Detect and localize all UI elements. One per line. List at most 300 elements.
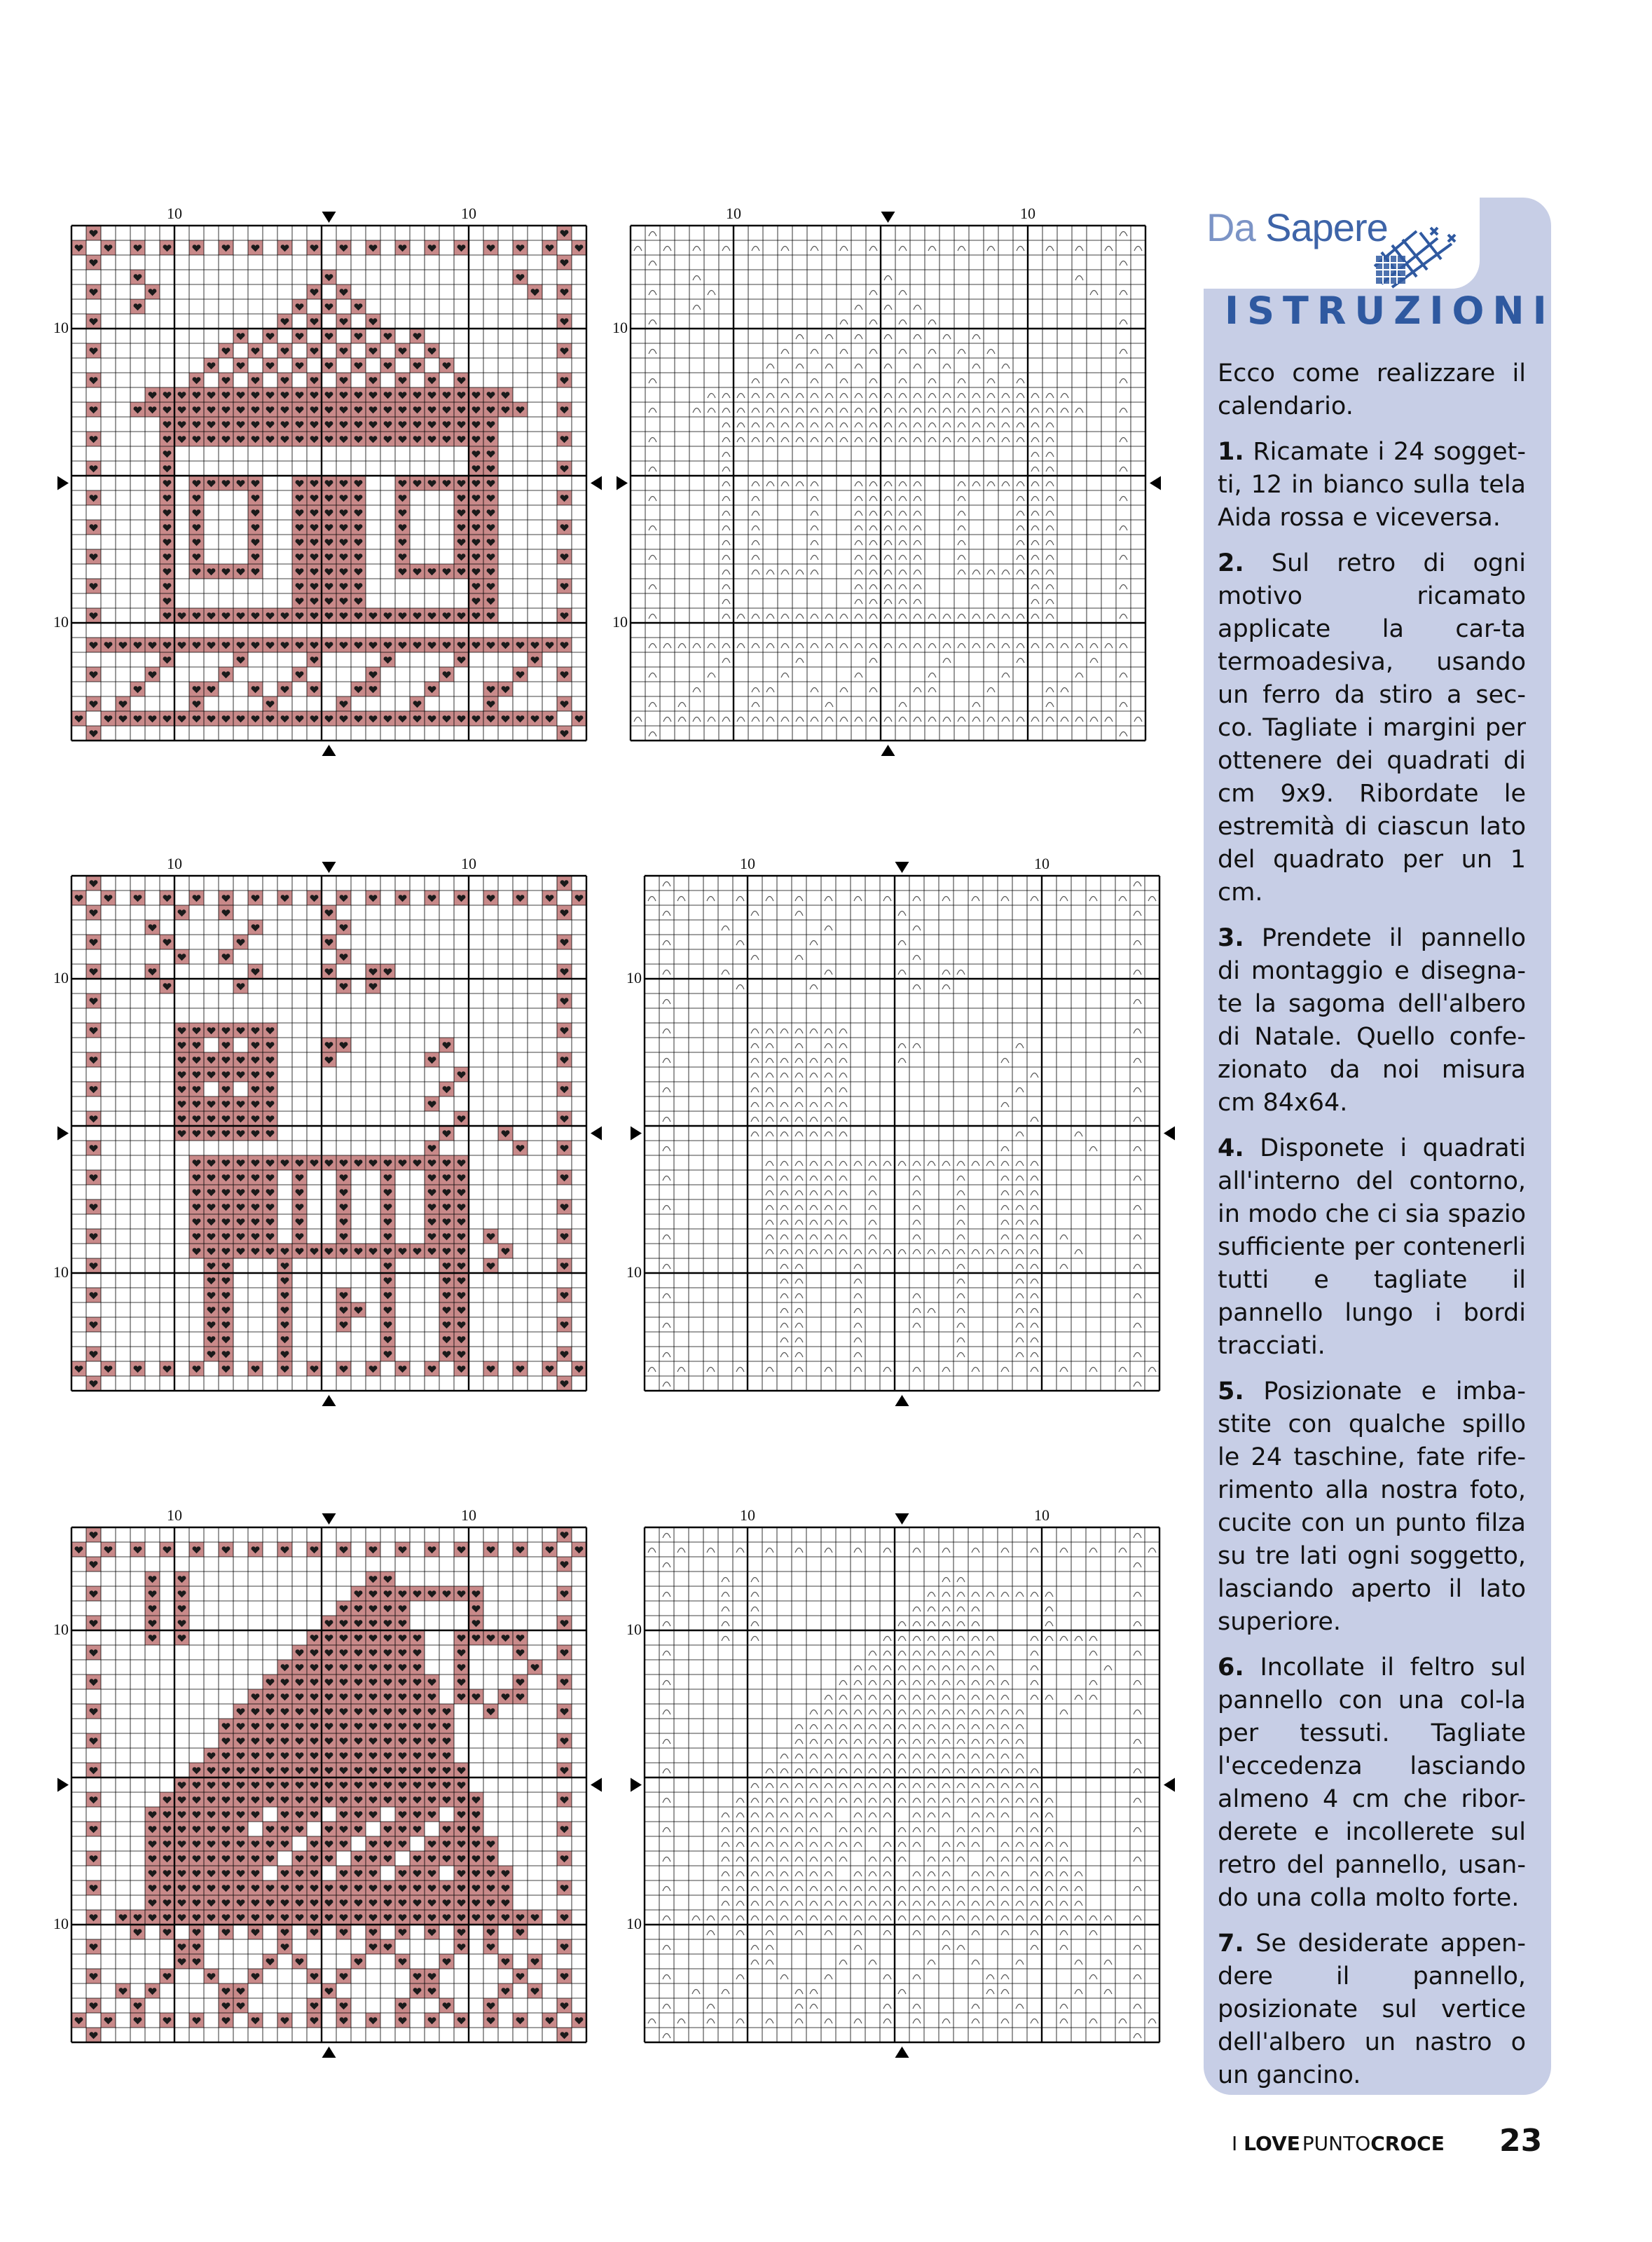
stitch-cell: [263, 1674, 277, 1689]
stitch-cell: [233, 329, 248, 343]
stitch-cell: [86, 255, 101, 270]
stitch-cell: [248, 1185, 263, 1199]
stitch-cell: [145, 1851, 160, 1866]
stitch-cell: [292, 1704, 307, 1719]
stitch-cell: [322, 402, 336, 417]
stitch-cell: [366, 1895, 380, 1910]
stitch-cell: [322, 1748, 336, 1763]
stitch-cell: [454, 1586, 469, 1601]
stitch-cell: [469, 505, 483, 520]
stitch-cell: [425, 387, 439, 402]
stitch-cell: [322, 270, 336, 284]
stitch-cell: [248, 343, 263, 358]
stitch-cell: [292, 299, 307, 314]
stitch-cell: [292, 638, 307, 652]
stitch-cell: [219, 2013, 233, 2028]
stitch-cell: [174, 638, 189, 652]
stitch-cell: [557, 520, 572, 535]
stitch-cell: [248, 711, 263, 726]
stitch-cell: [145, 1895, 160, 1910]
stitch-cell: [248, 417, 263, 432]
stitch-cell: [263, 1185, 277, 1199]
stitch-cell: [277, 314, 292, 329]
stitch-cell: [572, 711, 586, 726]
stitch-cell: [189, 1763, 204, 1777]
stitch-cell: [351, 564, 366, 579]
stitch-cell: [277, 1155, 292, 1170]
stitch-cell: [410, 696, 425, 711]
stitch-cell: [233, 1096, 248, 1111]
stitch-cell: [219, 432, 233, 446]
stitch-cell: [557, 2028, 572, 2042]
stitch-cell: [395, 1925, 410, 1939]
stitch-cell: [513, 240, 528, 255]
stitch-cell: [351, 1704, 366, 1719]
stitch-cell: [557, 1704, 572, 1719]
center-marker-left: [57, 1127, 69, 1141]
stitch-cell: [233, 1704, 248, 1719]
stitch-cell: [454, 387, 469, 402]
stitch-cell: [322, 1851, 336, 1866]
stitch-cell: [395, 549, 410, 564]
stitch-cell: [307, 402, 322, 417]
stitch-cell: [395, 1689, 410, 1704]
stitch-cell: [366, 1542, 380, 1557]
stitch-cell: [322, 1777, 336, 1792]
stitch-cell: [101, 711, 116, 726]
stitch-cell: [380, 1910, 395, 1925]
stitch-cell: [160, 535, 174, 549]
stitch-cell: [469, 711, 483, 726]
stitch-cell: [307, 1630, 322, 1645]
stitch-cell: [469, 593, 483, 608]
stitch-cell: [189, 682, 204, 696]
stitch-cell: [395, 1542, 410, 1557]
stitch-cell: [410, 638, 425, 652]
stitch-cell: [336, 240, 351, 255]
stitch-cell: [395, 2013, 410, 2028]
stitch-cell: [557, 993, 572, 1008]
stitch-cell: [174, 1616, 189, 1630]
stitch-cell: [277, 1317, 292, 1332]
stitch-cell: [469, 549, 483, 564]
stitch-cell: [204, 1214, 219, 1229]
stitch-cell: [189, 1155, 204, 1170]
chart-house-backstitch: [612, 203, 1162, 771]
stitch-cell: [425, 1214, 439, 1229]
stitch-cell: [336, 1542, 351, 1557]
stitch-cell: [219, 1052, 233, 1067]
stitch-cell: [86, 1111, 101, 1126]
stitch-cell: [307, 549, 322, 564]
stitch-cell: [204, 1111, 219, 1126]
stitch-cell: [160, 1880, 174, 1895]
center-marker-top: [895, 1513, 909, 1525]
stitch-cell: [160, 1925, 174, 1939]
stitch-cell: [395, 343, 410, 358]
stitch-cell: [336, 1689, 351, 1704]
stitch-cell: [160, 1910, 174, 1925]
stitch-cell: [248, 1851, 263, 1866]
stitch-cell: [351, 608, 366, 623]
stitch-cell: [351, 1674, 366, 1689]
stitch-cell: [233, 1733, 248, 1748]
stitch-cell: [145, 667, 160, 682]
stitch-cell: [380, 1258, 395, 1273]
tick-label: 10: [612, 319, 628, 336]
stitch-cell: [395, 1880, 410, 1895]
stitch-cell: [219, 1155, 233, 1170]
stitch-cell: [380, 1763, 395, 1777]
stitch-cell: [219, 1244, 233, 1258]
stitch-cell: [174, 1939, 189, 1954]
stitch-cell: [351, 1807, 366, 1822]
stitch-cell: [454, 1866, 469, 1880]
stitch-cell: [513, 1674, 528, 1689]
stitch-cell: [277, 711, 292, 726]
stitch-cell: [439, 1170, 454, 1185]
stitch-cell: [160, 593, 174, 608]
stitch-cell: [248, 387, 263, 402]
stitch-cell: [322, 1155, 336, 1170]
center-marker-left: [617, 476, 628, 490]
stitch-cell: [145, 1880, 160, 1895]
tick-label: 10: [461, 205, 476, 222]
stitch-cell: [410, 1969, 425, 1983]
stitch-cell: [557, 1969, 572, 1983]
stitch-cell: [116, 1983, 130, 1998]
stitch-cell: [248, 608, 263, 623]
stitch-cell: [248, 638, 263, 652]
stitch-cell: [189, 432, 204, 446]
stitch-cell: [322, 1895, 336, 1910]
stitch-cell: [277, 1925, 292, 1939]
stitch-cell: [233, 417, 248, 432]
stitch-cell: [557, 964, 572, 979]
stitch-cell: [557, 461, 572, 476]
stitch-cell: [513, 1925, 528, 1939]
stitch-cell: [292, 476, 307, 490]
center-marker-right: [1150, 476, 1161, 490]
stitch-cell: [292, 1954, 307, 1969]
stitch-cell: [454, 1660, 469, 1674]
stitch-cell: [248, 1748, 263, 1763]
stitch-cell: [248, 1229, 263, 1244]
tick-label: 10: [612, 613, 628, 631]
stitch-cell: [322, 387, 336, 402]
stitch-cell: [219, 564, 233, 579]
stitch-cell: [292, 1214, 307, 1229]
stitch-cell: [307, 1155, 322, 1170]
stitch-cell: [233, 1214, 248, 1229]
stitch-cell: [425, 1836, 439, 1851]
stitch-cell: [233, 1244, 248, 1258]
stitch-cell: [174, 1895, 189, 1910]
stitch-cell: [174, 711, 189, 726]
stitch-cell: [277, 417, 292, 432]
stitch-cell: [233, 1023, 248, 1038]
stitch-cell: [425, 373, 439, 387]
stitch-cell: [130, 402, 145, 417]
stitch-cell: [189, 1822, 204, 1836]
stitch-cell: [248, 1866, 263, 1880]
stitch-cell: [336, 490, 351, 505]
stitch-cell: [292, 1763, 307, 1777]
stitch-cell: [263, 1155, 277, 1170]
stitch-cell: [454, 432, 469, 446]
stitch-cell: [425, 1244, 439, 1258]
stitch-cell: [395, 417, 410, 432]
stitch-cell: [336, 1214, 351, 1229]
stitch-cell: [322, 329, 336, 343]
stitch-cell: [572, 1361, 586, 1376]
stitch-cell: [233, 652, 248, 667]
stitch-cell: [336, 1792, 351, 1807]
stitch-cell: [395, 890, 410, 905]
stitch-cell: [557, 1527, 572, 1542]
stitch-cell: [557, 1376, 572, 1391]
stitch-cell: [380, 1733, 395, 1748]
stitch-cell: [425, 890, 439, 905]
stitch-cell: [322, 1616, 336, 1630]
stitch-cell: [439, 1777, 454, 1792]
stitch-cell: [395, 1719, 410, 1733]
stitch-cell: [307, 2013, 322, 2028]
stitch-cell: [189, 476, 204, 490]
stitch-cell: [248, 1719, 263, 1733]
stitch-cell: [380, 402, 395, 417]
stitch-cell: [145, 1822, 160, 1836]
stitch-cell: [351, 1586, 366, 1601]
stitch-cell: [263, 1748, 277, 1763]
stitch-cell: [425, 1704, 439, 1719]
stitch-cell: [366, 1630, 380, 1645]
stitch-cell: [248, 1969, 263, 1983]
stitch-cell: [483, 1836, 498, 1851]
stitch-cell: [71, 2013, 86, 2028]
stitch-cell: [277, 1244, 292, 1258]
stitch-cell: [292, 1792, 307, 1807]
stitch-cell: [219, 711, 233, 726]
stitch-cell: [322, 505, 336, 520]
stitch-cell: [351, 505, 366, 520]
stitch-cell: [454, 1792, 469, 1807]
stitch-cell: [483, 549, 498, 564]
center-marker-top: [322, 212, 336, 223]
stitch-cell: [263, 696, 277, 711]
stitch-cell: [351, 1851, 366, 1866]
stitch-cell: [86, 1258, 101, 1273]
stitch-cell: [557, 1851, 572, 1866]
stitch-cell: [483, 1910, 498, 1925]
stitch-cell: [130, 1542, 145, 1557]
stitch-cell: [454, 1317, 469, 1332]
stitch-cell: [263, 1244, 277, 1258]
stitch-cell: [410, 1851, 425, 1866]
stitch-cell: [145, 1630, 160, 1645]
stitch-cell: [248, 535, 263, 549]
stitch-cell: [469, 1822, 483, 1836]
stitch-cell: [86, 432, 101, 446]
stitch-cell: [307, 284, 322, 299]
stitch-cell: [483, 890, 498, 905]
stitch-cell: [469, 579, 483, 593]
stitch-cell: [86, 993, 101, 1008]
stitch-cell: [160, 432, 174, 446]
stitch-cell: [219, 1925, 233, 1939]
stitch-cell: [204, 417, 219, 432]
stitch-cell: [263, 1052, 277, 1067]
stitch-cell: [454, 711, 469, 726]
stitch-cell: [469, 1792, 483, 1807]
stitch-cell: [322, 520, 336, 535]
stitch-cell: [336, 1880, 351, 1895]
stitch-cell: [86, 876, 101, 890]
stitch-cell: [557, 1763, 572, 1777]
stitch-cell: [307, 1674, 322, 1689]
stitch-cell: [174, 1851, 189, 1866]
stitch-cell: [189, 608, 204, 623]
stitch-cell: [425, 1689, 439, 1704]
stitch-cell: [174, 1601, 189, 1616]
stitch-cell: [277, 1660, 292, 1674]
stitch-cell: [233, 1866, 248, 1880]
stitch-cell: [454, 1851, 469, 1866]
stitch-cell: [189, 1052, 204, 1067]
stitch-cell: [160, 890, 174, 905]
stitch-cell: [263, 711, 277, 726]
stitch-cell: [528, 1660, 542, 1674]
stitch-cell: [307, 682, 322, 696]
stitch-cell: [160, 402, 174, 417]
stitch-cell: [395, 1630, 410, 1645]
stitch-cell: [71, 1542, 86, 1557]
stitch-cell: [483, 476, 498, 490]
stitch-cell: [395, 608, 410, 623]
stitch-cell: [248, 890, 263, 905]
chart-hat-backstitch: [626, 1505, 1176, 2072]
stitch-cell: [248, 1777, 263, 1792]
stitch-cell: [145, 1601, 160, 1616]
stitch-cell: [380, 1822, 395, 1836]
stitch-cell: [219, 476, 233, 490]
stitch-cell: [233, 1998, 248, 2013]
stitch-cell: [336, 1229, 351, 1244]
stitch-cell: [439, 1288, 454, 1302]
center-marker-left: [631, 1778, 642, 1792]
stitch-cell: [366, 1910, 380, 1925]
stitch-cell: [219, 905, 233, 920]
stitch-cell: [277, 1258, 292, 1273]
stitch-cell: [160, 461, 174, 476]
stitch-cell: [336, 343, 351, 358]
stitch-cell: [528, 1983, 542, 1998]
stitch-cell: [425, 343, 439, 358]
stitch-cell: [336, 1244, 351, 1258]
stitch-cell: [380, 1704, 395, 1719]
center-marker-right: [591, 1127, 602, 1141]
stitch-cell: [233, 979, 248, 993]
stitch-cell: [189, 711, 204, 726]
stitch-cell: [439, 1082, 454, 1096]
stitch-cell: [174, 402, 189, 417]
stitch-cell: [219, 1792, 233, 1807]
stitch-cell: [483, 1880, 498, 1895]
stitch-cell: [483, 2013, 498, 2028]
stitch-cell: [336, 979, 351, 993]
stitch-cell: [483, 1258, 498, 1273]
stitch-cell: [425, 1096, 439, 1111]
stitch-cell: [219, 1258, 233, 1273]
stitch-cell: [189, 417, 204, 432]
stitch-cell: [395, 564, 410, 579]
stitch-cell: [322, 417, 336, 432]
stitch-cell: [233, 1748, 248, 1763]
stitch-cell: [263, 1777, 277, 1792]
stitch-cell: [204, 1895, 219, 1910]
stitch-cell: [425, 608, 439, 623]
stitch-cell: [204, 1273, 219, 1288]
stitch-cell: [233, 1836, 248, 1851]
stitch-cell: [204, 1317, 219, 1332]
stitch-cell: [307, 490, 322, 505]
stitch-cell: [263, 387, 277, 402]
stitch-cell: [336, 1038, 351, 1052]
stitch-cell: [219, 1288, 233, 1302]
stitch-cell: [116, 696, 130, 711]
stitch-cell: [277, 1674, 292, 1689]
stitch-cell: [233, 1763, 248, 1777]
stitch-cell: [542, 711, 557, 726]
stitch-cell: [263, 1836, 277, 1851]
stitch-cell: [277, 682, 292, 696]
stitch-cell: [351, 1777, 366, 1792]
stitch-cell: [528, 1910, 542, 1925]
stitch-cell: [292, 1199, 307, 1214]
stitch-cell: [307, 417, 322, 432]
center-marker-bottom: [322, 2047, 336, 2058]
stitch-cell: [498, 1895, 513, 1910]
stitch-cell: [292, 1244, 307, 1258]
stitch-cell: [351, 1822, 366, 1836]
stitch-cell: [454, 1332, 469, 1347]
stitch-cell: [292, 1895, 307, 1910]
tick-label: 10: [726, 205, 741, 222]
stitch-cell: [248, 1096, 263, 1111]
stitch-cell: [469, 1630, 483, 1645]
stitch-cell: [351, 535, 366, 549]
stitch-cell: [204, 476, 219, 490]
stitch-cell: [174, 1630, 189, 1645]
stitch-cell: [498, 1983, 513, 1998]
stitch-cell: [248, 1792, 263, 1807]
stitch-cell: [307, 387, 322, 402]
stitch-cell: [557, 638, 572, 652]
stitch-cell: [513, 270, 528, 284]
stitch-cell: [454, 402, 469, 417]
stitch-cell: [469, 432, 483, 446]
stitch-cell: [219, 1082, 233, 1096]
stitch-cell: [425, 1361, 439, 1376]
stitch-cell: [174, 1126, 189, 1141]
stitch-cell: [160, 490, 174, 505]
stitch-cell: [174, 1836, 189, 1851]
stitch-cell: [277, 1542, 292, 1557]
stitch-cell: [145, 284, 160, 299]
stitch-cell: [277, 1939, 292, 1954]
stitch-cell: [189, 1199, 204, 1214]
stitch-cell: [145, 920, 160, 935]
